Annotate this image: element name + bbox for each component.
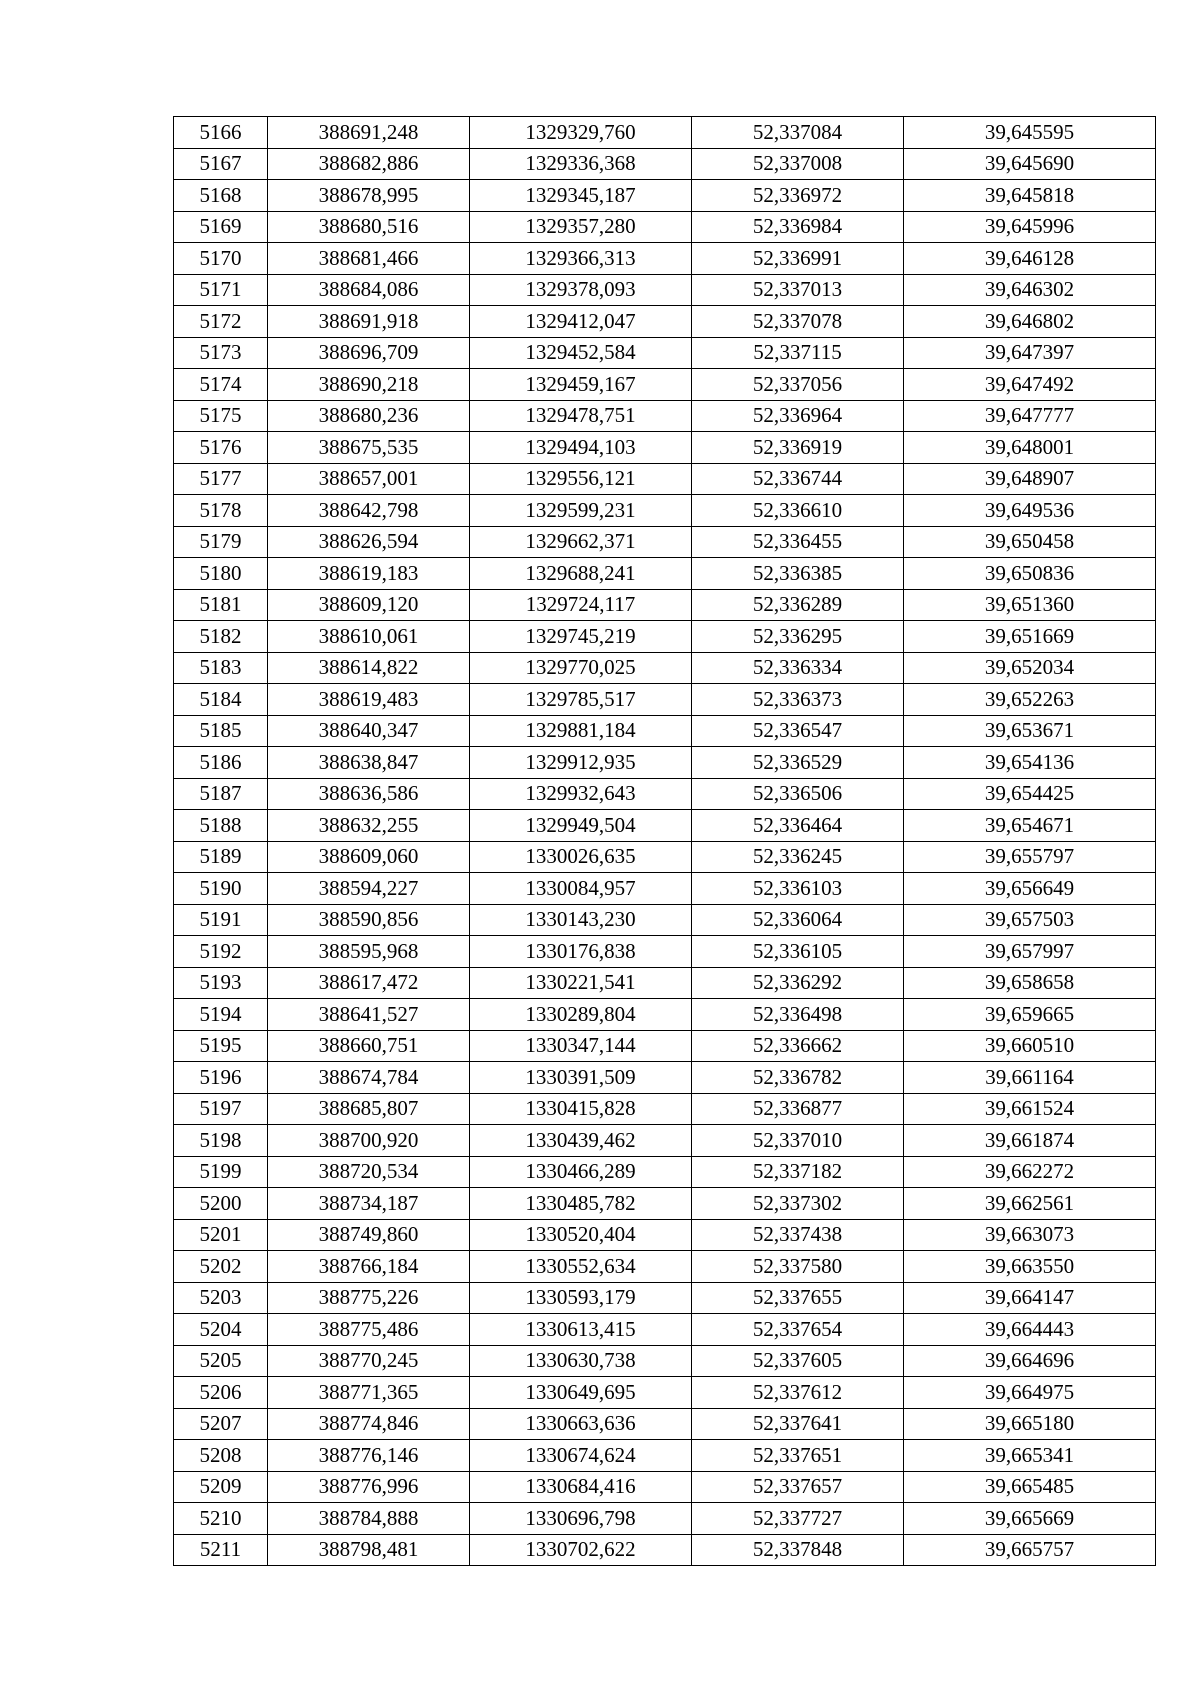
table-row: [174, 243, 1156, 275]
latitude-cell: 52,337651: [692, 1440, 904, 1472]
table-row: [174, 873, 1156, 905]
point-number-cell: 5203: [174, 1282, 268, 1314]
point-number-cell: 5196: [174, 1062, 268, 1094]
x-coordinate-cell: 388681,466: [268, 243, 470, 275]
table-row: [174, 715, 1156, 747]
y-coordinate-cell: 1329932,643: [470, 778, 692, 810]
point-number-cell: 5178: [174, 495, 268, 527]
x-coordinate-cell: 388619,483: [268, 684, 470, 716]
longitude-cell: 39,656649: [904, 873, 1156, 905]
table-row: [174, 1282, 1156, 1314]
point-number-cell: 5208: [174, 1440, 268, 1472]
longitude-cell: 39,645595: [904, 117, 1156, 149]
latitude-cell: 52,336103: [692, 873, 904, 905]
longitude-cell: 39,662561: [904, 1188, 1156, 1220]
table-row: [174, 369, 1156, 401]
latitude-cell: 52,337657: [692, 1471, 904, 1503]
latitude-cell: 52,336662: [692, 1030, 904, 1062]
y-coordinate-cell: 1329556,121: [470, 463, 692, 495]
longitude-cell: 39,646802: [904, 306, 1156, 338]
longitude-cell: 39,665180: [904, 1408, 1156, 1440]
x-coordinate-cell: 388619,183: [268, 558, 470, 590]
y-coordinate-cell: 1330593,179: [470, 1282, 692, 1314]
table-row: [174, 747, 1156, 779]
y-coordinate-cell: 1329912,935: [470, 747, 692, 779]
x-coordinate-cell: 388766,184: [268, 1251, 470, 1283]
table-row: [174, 652, 1156, 684]
y-coordinate-cell: 1330674,624: [470, 1440, 692, 1472]
point-number-cell: 5182: [174, 621, 268, 653]
longitude-cell: 39,648907: [904, 463, 1156, 495]
point-number-cell: 5194: [174, 999, 268, 1031]
latitude-cell: 52,336506: [692, 778, 904, 810]
y-coordinate-cell: 1329785,517: [470, 684, 692, 716]
longitude-cell: 39,653671: [904, 715, 1156, 747]
longitude-cell: 39,661164: [904, 1062, 1156, 1094]
point-number-cell: 5195: [174, 1030, 268, 1062]
table-row: [174, 1093, 1156, 1125]
x-coordinate-cell: 388684,086: [268, 274, 470, 306]
longitude-cell: 39,663073: [904, 1219, 1156, 1251]
point-number-cell: 5209: [174, 1471, 268, 1503]
table-row: [174, 1251, 1156, 1283]
x-coordinate-cell: 388640,347: [268, 715, 470, 747]
latitude-cell: 52,337084: [692, 117, 904, 149]
latitude-cell: 52,336295: [692, 621, 904, 653]
y-coordinate-cell: 1329881,184: [470, 715, 692, 747]
table-row: [174, 904, 1156, 936]
point-number-cell: 5186: [174, 747, 268, 779]
y-coordinate-cell: 1329357,280: [470, 211, 692, 243]
table-row: [174, 1125, 1156, 1157]
latitude-cell: 52,336455: [692, 526, 904, 558]
point-number-cell: 5173: [174, 337, 268, 369]
latitude-cell: 52,337078: [692, 306, 904, 338]
table-row: [174, 337, 1156, 369]
x-coordinate-cell: 388641,527: [268, 999, 470, 1031]
x-coordinate-cell: 388770,245: [268, 1345, 470, 1377]
y-coordinate-cell: 1329949,504: [470, 810, 692, 842]
longitude-cell: 39,665669: [904, 1503, 1156, 1535]
table-row: [174, 1471, 1156, 1503]
y-coordinate-cell: 1330702,622: [470, 1534, 692, 1566]
latitude-cell: 52,336334: [692, 652, 904, 684]
x-coordinate-cell: 388775,226: [268, 1282, 470, 1314]
latitude-cell: 52,337605: [692, 1345, 904, 1377]
latitude-cell: 52,336919: [692, 432, 904, 464]
point-number-cell: 5181: [174, 589, 268, 621]
x-coordinate-cell: 388590,856: [268, 904, 470, 936]
latitude-cell: 52,337641: [692, 1408, 904, 1440]
x-coordinate-cell: 388734,187: [268, 1188, 470, 1220]
table-row: [174, 495, 1156, 527]
latitude-cell: 52,336464: [692, 810, 904, 842]
longitude-cell: 39,654425: [904, 778, 1156, 810]
x-coordinate-cell: 388594,227: [268, 873, 470, 905]
longitude-cell: 39,651360: [904, 589, 1156, 621]
point-number-cell: 5184: [174, 684, 268, 716]
latitude-cell: 52,336373: [692, 684, 904, 716]
y-coordinate-cell: 1329494,103: [470, 432, 692, 464]
table-row: [174, 1156, 1156, 1188]
longitude-cell: 39,646128: [904, 243, 1156, 275]
y-coordinate-cell: 1330026,635: [470, 841, 692, 873]
x-coordinate-cell: 388617,472: [268, 967, 470, 999]
latitude-cell: 52,337008: [692, 148, 904, 180]
latitude-cell: 52,336289: [692, 589, 904, 621]
longitude-cell: 39,657503: [904, 904, 1156, 936]
table-row: [174, 180, 1156, 212]
point-number-cell: 5193: [174, 967, 268, 999]
y-coordinate-cell: 1330347,144: [470, 1030, 692, 1062]
latitude-cell: 52,337654: [692, 1314, 904, 1346]
point-number-cell: 5207: [174, 1408, 268, 1440]
y-coordinate-cell: 1330289,804: [470, 999, 692, 1031]
table-row: [174, 463, 1156, 495]
y-coordinate-cell: 1330696,798: [470, 1503, 692, 1535]
x-coordinate-cell: 388690,218: [268, 369, 470, 401]
x-coordinate-cell: 388609,120: [268, 589, 470, 621]
y-coordinate-cell: 1329336,368: [470, 148, 692, 180]
point-number-cell: 5206: [174, 1377, 268, 1409]
longitude-cell: 39,662272: [904, 1156, 1156, 1188]
longitude-cell: 39,661874: [904, 1125, 1156, 1157]
longitude-cell: 39,665341: [904, 1440, 1156, 1472]
longitude-cell: 39,646302: [904, 274, 1156, 306]
point-number-cell: 5185: [174, 715, 268, 747]
x-coordinate-cell: 388685,807: [268, 1093, 470, 1125]
longitude-cell: 39,654136: [904, 747, 1156, 779]
longitude-cell: 39,649536: [904, 495, 1156, 527]
coordinates-table: [173, 116, 1156, 1566]
latitude-cell: 52,337612: [692, 1377, 904, 1409]
point-number-cell: 5201: [174, 1219, 268, 1251]
longitude-cell: 39,645996: [904, 211, 1156, 243]
x-coordinate-cell: 388776,996: [268, 1471, 470, 1503]
latitude-cell: 52,336245: [692, 841, 904, 873]
longitude-cell: 39,650836: [904, 558, 1156, 590]
x-coordinate-cell: 388632,255: [268, 810, 470, 842]
x-coordinate-cell: 388720,534: [268, 1156, 470, 1188]
table-row: [174, 967, 1156, 999]
table-row: [174, 1534, 1156, 1566]
x-coordinate-cell: 388691,918: [268, 306, 470, 338]
x-coordinate-cell: 388609,060: [268, 841, 470, 873]
latitude-cell: 52,336972: [692, 180, 904, 212]
table-row: [174, 1408, 1156, 1440]
y-coordinate-cell: 1330415,828: [470, 1093, 692, 1125]
x-coordinate-cell: 388784,888: [268, 1503, 470, 1535]
longitude-cell: 39,661524: [904, 1093, 1156, 1125]
longitude-cell: 39,658658: [904, 967, 1156, 999]
latitude-cell: 52,337182: [692, 1156, 904, 1188]
point-number-cell: 5180: [174, 558, 268, 590]
x-coordinate-cell: 388680,236: [268, 400, 470, 432]
table-row: [174, 1062, 1156, 1094]
x-coordinate-cell: 388660,751: [268, 1030, 470, 1062]
longitude-cell: 39,652034: [904, 652, 1156, 684]
longitude-cell: 39,645818: [904, 180, 1156, 212]
y-coordinate-cell: 1329366,313: [470, 243, 692, 275]
table-row: [174, 589, 1156, 621]
longitude-cell: 39,655797: [904, 841, 1156, 873]
table-row: [174, 684, 1156, 716]
point-number-cell: 5189: [174, 841, 268, 873]
x-coordinate-cell: 388682,886: [268, 148, 470, 180]
longitude-cell: 39,647777: [904, 400, 1156, 432]
point-number-cell: 5199: [174, 1156, 268, 1188]
point-number-cell: 5205: [174, 1345, 268, 1377]
point-number-cell: 5172: [174, 306, 268, 338]
y-coordinate-cell: 1330663,636: [470, 1408, 692, 1440]
point-number-cell: 5192: [174, 936, 268, 968]
x-coordinate-cell: 388610,061: [268, 621, 470, 653]
point-number-cell: 5204: [174, 1314, 268, 1346]
y-coordinate-cell: 1329459,167: [470, 369, 692, 401]
latitude-cell: 52,336064: [692, 904, 904, 936]
longitude-cell: 39,664443: [904, 1314, 1156, 1346]
longitude-cell: 39,647492: [904, 369, 1156, 401]
longitude-cell: 39,652263: [904, 684, 1156, 716]
latitude-cell: 52,337013: [692, 274, 904, 306]
x-coordinate-cell: 388642,798: [268, 495, 470, 527]
longitude-cell: 39,663550: [904, 1251, 1156, 1283]
point-number-cell: 5169: [174, 211, 268, 243]
longitude-cell: 39,648001: [904, 432, 1156, 464]
point-number-cell: 5183: [174, 652, 268, 684]
y-coordinate-cell: 1330221,541: [470, 967, 692, 999]
latitude-cell: 52,336610: [692, 495, 904, 527]
table-row: [174, 1440, 1156, 1472]
latitude-cell: 52,336292: [692, 967, 904, 999]
point-number-cell: 5211: [174, 1534, 268, 1566]
x-coordinate-cell: 388678,995: [268, 180, 470, 212]
x-coordinate-cell: 388626,594: [268, 526, 470, 558]
table-row: [174, 1188, 1156, 1220]
x-coordinate-cell: 388691,248: [268, 117, 470, 149]
table-row: [174, 558, 1156, 590]
y-coordinate-cell: 1330552,634: [470, 1251, 692, 1283]
y-coordinate-cell: 1329770,025: [470, 652, 692, 684]
longitude-cell: 39,664975: [904, 1377, 1156, 1409]
point-number-cell: 5198: [174, 1125, 268, 1157]
table-body: [174, 117, 1156, 1566]
table-row: [174, 306, 1156, 338]
table-row: [174, 1345, 1156, 1377]
table-row: [174, 999, 1156, 1031]
point-number-cell: 5166: [174, 117, 268, 149]
table-row: [174, 432, 1156, 464]
x-coordinate-cell: 388798,481: [268, 1534, 470, 1566]
point-number-cell: 5190: [174, 873, 268, 905]
latitude-cell: 52,336105: [692, 936, 904, 968]
x-coordinate-cell: 388595,968: [268, 936, 470, 968]
table-row: [174, 778, 1156, 810]
table-row: [174, 936, 1156, 968]
latitude-cell: 52,337655: [692, 1282, 904, 1314]
y-coordinate-cell: 1330084,957: [470, 873, 692, 905]
latitude-cell: 52,337115: [692, 337, 904, 369]
y-coordinate-cell: 1329478,751: [470, 400, 692, 432]
x-coordinate-cell: 388700,920: [268, 1125, 470, 1157]
y-coordinate-cell: 1329688,241: [470, 558, 692, 590]
latitude-cell: 52,336529: [692, 747, 904, 779]
longitude-cell: 39,651669: [904, 621, 1156, 653]
table-row: [174, 1030, 1156, 1062]
latitude-cell: 52,336385: [692, 558, 904, 590]
y-coordinate-cell: 1330391,509: [470, 1062, 692, 1094]
point-number-cell: 5191: [174, 904, 268, 936]
longitude-cell: 39,645690: [904, 148, 1156, 180]
x-coordinate-cell: 388696,709: [268, 337, 470, 369]
x-coordinate-cell: 388675,535: [268, 432, 470, 464]
latitude-cell: 52,337010: [692, 1125, 904, 1157]
latitude-cell: 52,337302: [692, 1188, 904, 1220]
point-number-cell: 5170: [174, 243, 268, 275]
table-row: [174, 274, 1156, 306]
point-number-cell: 5176: [174, 432, 268, 464]
latitude-cell: 52,337727: [692, 1503, 904, 1535]
y-coordinate-cell: 1330520,404: [470, 1219, 692, 1251]
table-row: [174, 1377, 1156, 1409]
x-coordinate-cell: 388774,846: [268, 1408, 470, 1440]
point-number-cell: 5171: [174, 274, 268, 306]
longitude-cell: 39,660510: [904, 1030, 1156, 1062]
x-coordinate-cell: 388775,486: [268, 1314, 470, 1346]
longitude-cell: 39,665485: [904, 1471, 1156, 1503]
point-number-cell: 5175: [174, 400, 268, 432]
longitude-cell: 39,654671: [904, 810, 1156, 842]
x-coordinate-cell: 388638,847: [268, 747, 470, 779]
y-coordinate-cell: 1330630,738: [470, 1345, 692, 1377]
y-coordinate-cell: 1329412,047: [470, 306, 692, 338]
table-row: [174, 1314, 1156, 1346]
point-number-cell: 5187: [174, 778, 268, 810]
latitude-cell: 52,336984: [692, 211, 904, 243]
table-row: [174, 400, 1156, 432]
latitude-cell: 52,337438: [692, 1219, 904, 1251]
point-number-cell: 5202: [174, 1251, 268, 1283]
latitude-cell: 52,337848: [692, 1534, 904, 1566]
latitude-cell: 52,336498: [692, 999, 904, 1031]
x-coordinate-cell: 388776,146: [268, 1440, 470, 1472]
y-coordinate-cell: 1330684,416: [470, 1471, 692, 1503]
x-coordinate-cell: 388636,586: [268, 778, 470, 810]
latitude-cell: 52,336964: [692, 400, 904, 432]
y-coordinate-cell: 1330485,782: [470, 1188, 692, 1220]
y-coordinate-cell: 1329662,371: [470, 526, 692, 558]
table-row: [174, 148, 1156, 180]
point-number-cell: 5179: [174, 526, 268, 558]
table-row: [174, 810, 1156, 842]
table-row: [174, 1503, 1156, 1535]
longitude-cell: 39,647397: [904, 337, 1156, 369]
y-coordinate-cell: 1329745,219: [470, 621, 692, 653]
point-number-cell: 5167: [174, 148, 268, 180]
point-number-cell: 5177: [174, 463, 268, 495]
table-row: [174, 526, 1156, 558]
point-number-cell: 5197: [174, 1093, 268, 1125]
longitude-cell: 39,664147: [904, 1282, 1156, 1314]
latitude-cell: 52,336744: [692, 463, 904, 495]
longitude-cell: 39,659665: [904, 999, 1156, 1031]
longitude-cell: 39,657997: [904, 936, 1156, 968]
x-coordinate-cell: 388614,822: [268, 652, 470, 684]
latitude-cell: 52,336547: [692, 715, 904, 747]
y-coordinate-cell: 1329724,117: [470, 589, 692, 621]
table-row: [174, 621, 1156, 653]
y-coordinate-cell: 1329452,584: [470, 337, 692, 369]
point-number-cell: 5168: [174, 180, 268, 212]
y-coordinate-cell: 1330439,462: [470, 1125, 692, 1157]
point-number-cell: 5174: [174, 369, 268, 401]
y-coordinate-cell: 1329378,093: [470, 274, 692, 306]
y-coordinate-cell: 1330649,695: [470, 1377, 692, 1409]
y-coordinate-cell: 1330613,415: [470, 1314, 692, 1346]
table-row: [174, 211, 1156, 243]
y-coordinate-cell: 1330176,838: [470, 936, 692, 968]
latitude-cell: 52,336782: [692, 1062, 904, 1094]
y-coordinate-cell: 1329599,231: [470, 495, 692, 527]
x-coordinate-cell: 388771,365: [268, 1377, 470, 1409]
y-coordinate-cell: 1329345,187: [470, 180, 692, 212]
latitude-cell: 52,337580: [692, 1251, 904, 1283]
x-coordinate-cell: 388674,784: [268, 1062, 470, 1094]
point-number-cell: 5200: [174, 1188, 268, 1220]
longitude-cell: 39,650458: [904, 526, 1156, 558]
table-row: [174, 1219, 1156, 1251]
y-coordinate-cell: 1329329,760: [470, 117, 692, 149]
latitude-cell: 52,336877: [692, 1093, 904, 1125]
point-number-cell: 5188: [174, 810, 268, 842]
table-row: [174, 841, 1156, 873]
latitude-cell: 52,337056: [692, 369, 904, 401]
latitude-cell: 52,336991: [692, 243, 904, 275]
y-coordinate-cell: 1330466,289: [470, 1156, 692, 1188]
table-row: [174, 117, 1156, 149]
x-coordinate-cell: 388657,001: [268, 463, 470, 495]
y-coordinate-cell: 1330143,230: [470, 904, 692, 936]
longitude-cell: 39,665757: [904, 1534, 1156, 1566]
x-coordinate-cell: 388749,860: [268, 1219, 470, 1251]
point-number-cell: 5210: [174, 1503, 268, 1535]
longitude-cell: 39,664696: [904, 1345, 1156, 1377]
x-coordinate-cell: 388680,516: [268, 211, 470, 243]
